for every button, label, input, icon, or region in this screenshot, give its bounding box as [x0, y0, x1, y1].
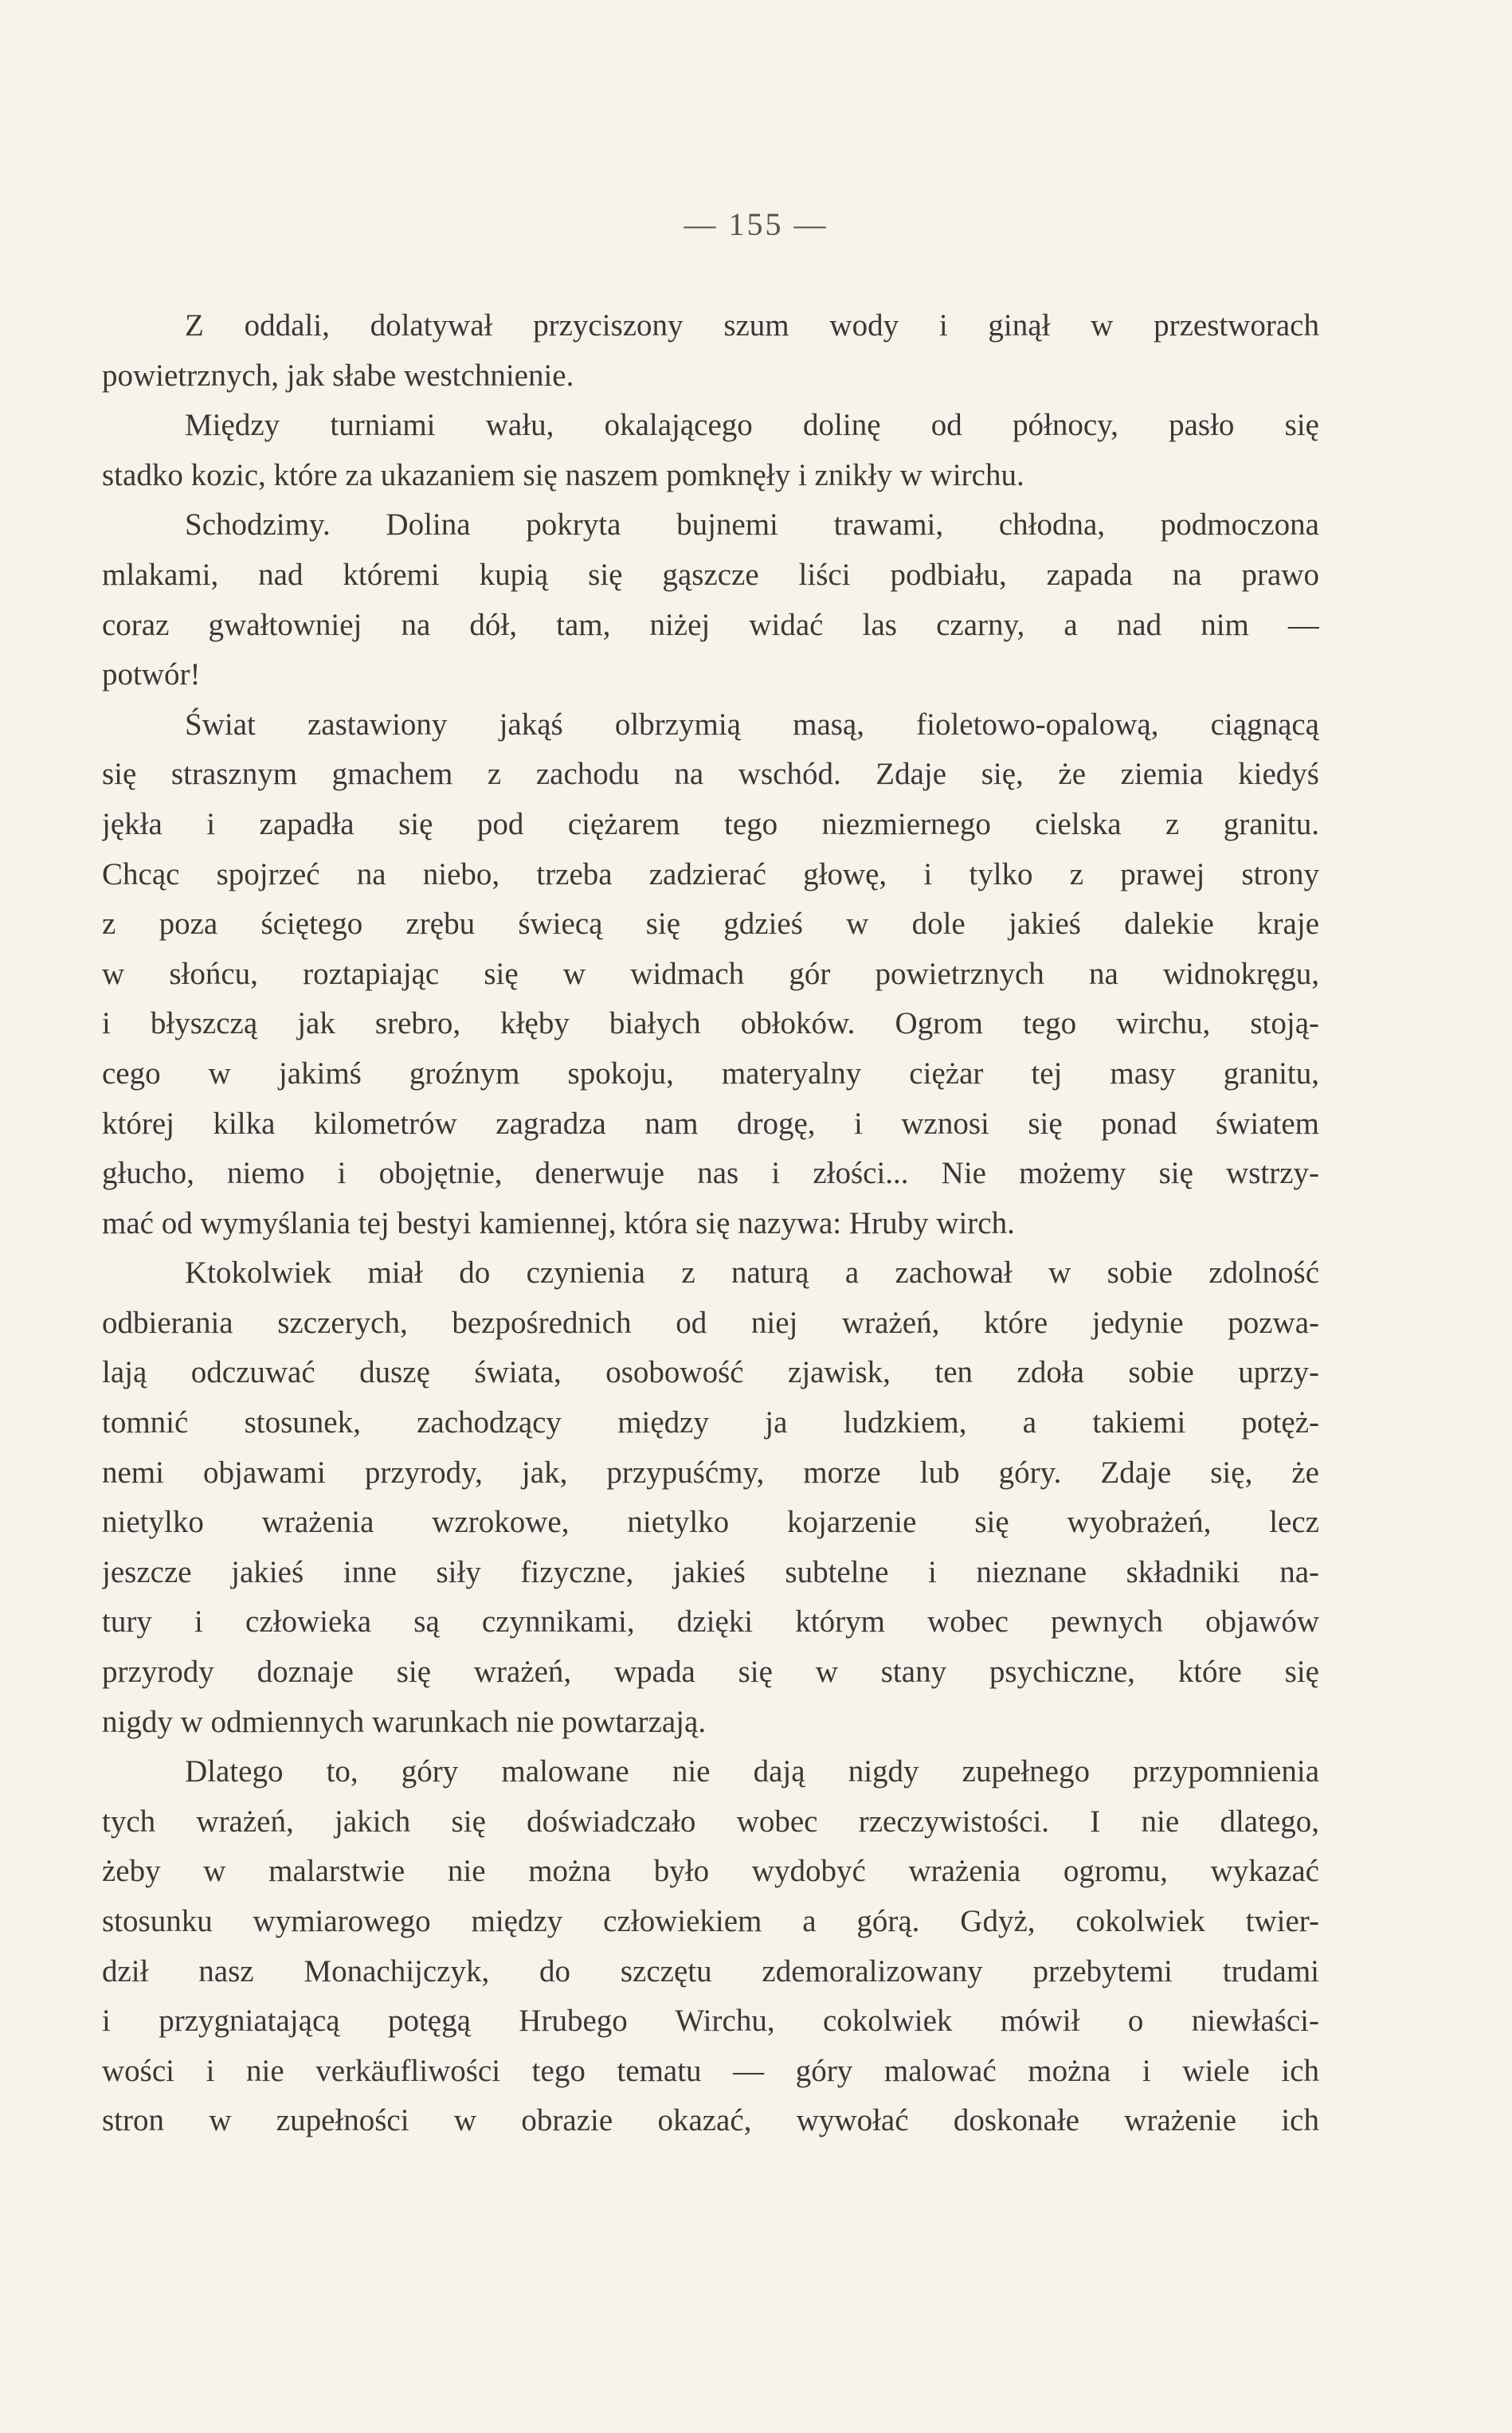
text-line: i błyszczą jak srebro, kłęby białych obłoków. Ogrom tego wirchu, stoją-	[102, 1006, 1319, 1041]
text-line: Ktokolwiek miał do czynienia z naturą a zachował w sobie zdolność	[185, 1256, 1319, 1291]
text-line: dził nasz Monachijczyk, do szczętu zdemoralizowany przebytemi trudami	[102, 1953, 1319, 1988]
paragraph	[102, 1248, 1319, 1747]
text-line: mlakami, nad któremi kupią się gąszcze liści podbiału, zapada na prawo	[102, 557, 1319, 592]
text-line: której kilka kilometrów zagradza nam drogę, i wznosi się ponad światem	[102, 1106, 1319, 1141]
text-line: powietrznych, jak słabe westchnienie.	[102, 358, 574, 393]
text-line: nemi objawami przyrody, jak, przypuśćmy, morze lub góry. Zdaje się, że	[102, 1455, 1319, 1490]
text-line: i przygniatającą potęgą Hrubego Wirchu, cokolwiek mówił o niewłaści-	[102, 2004, 1319, 2039]
paragraph	[102, 301, 1319, 401]
paragraph	[102, 401, 1319, 500]
text-line: stron w zupełności w obrazie okazać, wywołać doskonałe wrażenie ich	[102, 2103, 1319, 2138]
text-line: potwór!	[102, 657, 201, 692]
paragraph	[102, 700, 1319, 1249]
text-line: jękła i zapadła się pod ciężarem tego niezmiernego cielska z granitu.	[102, 806, 1319, 841]
text-line: mać od wymyślania tej bestyi kamiennej, która się nazywa: Hruby wirch.	[102, 1205, 1015, 1240]
text-line: stosunku wymiarowego między człowiekiem a górą. Gdyż, cokolwiek twier-	[102, 1904, 1319, 1938]
text-line: Świat zastawiony jakąś olbrzymią masą, fioletowo-opalową, ciągnącą	[185, 707, 1319, 742]
page-number: — 155 —	[684, 206, 828, 242]
paragraph	[102, 500, 1319, 699]
text-line: głucho, niemo i obojętnie, denerwuje nas i złości... Nie możemy się wstrzy-	[102, 1156, 1319, 1191]
text-line: jeszcze jakieś inne siły fizyczne, jakieś subtelne i nieznane składniki na-	[102, 1554, 1319, 1589]
text-line: stadko kozic, które za ukazaniem się naszem pomknęły i znikły w wirchu.	[102, 457, 1024, 492]
text-line: przyrody doznaje się wrażeń, wpada się w stany psychiczne, które się	[102, 1655, 1319, 1690]
text-line: coraz gwałtowniej na dół, tam, niżej widać las czarny, a nad nim —	[102, 607, 1319, 642]
text-line: odbierania szczerych, bezpośrednich od niej wrażeń, które jedynie pozwa-	[102, 1305, 1319, 1340]
text-line: Schodzimy. Dolina pokryta bujnemi trawami, chłodna, podmoczona	[185, 507, 1319, 543]
text-line: w słońcu, roztapiając się w widmach gór powietrznych na widnokręgu,	[102, 956, 1319, 991]
text-line: nietylko wrażenia wzrokowe, nietylko kojarzenie się wyobrażeń, lecz	[102, 1505, 1319, 1540]
body-text	[102, 301, 1319, 2146]
text-line: Chcąc spojrzeć na niebo, trzeba zadzierać głowę, i tylko z prawej strony	[102, 856, 1319, 891]
text-line: Z oddali, dolatywał przyciszony szum wody i ginął w przestworach	[185, 308, 1319, 343]
text-line: nigdy w odmiennych warunkach nie powtarzają.	[102, 1704, 707, 1739]
text-line: lają odczuwać duszę świata, osobowość zjawisk, ten zdoła sobie uprzy-	[102, 1355, 1319, 1390]
text-line: się strasznym gmachem z zachodu na wschód. Zdaje się, że ziemia kiedyś	[102, 757, 1319, 792]
text-line: wości i nie verkäufliwości tego tematu — góry malować można i wiele ich	[102, 2053, 1319, 2088]
text-line: cego w jakimś groźnym spokoju, materyalny ciężar tej masy granitu,	[102, 1056, 1319, 1091]
text-line: Dlatego to, góry malowane nie dają nigdy zupełnego przypomnienia	[185, 1754, 1319, 1789]
text-line: tomnić stosunek, zachodzący między ja ludzkiem, a takiemi potęż-	[102, 1405, 1319, 1440]
text-line: tury i człowieka są czynnikami, dzięki którym wobec pewnych objawów	[102, 1604, 1319, 1640]
text-line: tych wrażeń, jakich się doświadczało wobec rzeczywistości. I nie dlatego,	[102, 1804, 1319, 1839]
text-line: Między turniami wału, okalającego dolinę od północy, pasło się	[185, 408, 1319, 443]
text-line: z poza ściętego zrębu świecą się gdzieś w dole jakieś dalekie kraje	[102, 907, 1319, 942]
text-line: żeby w malarstwie nie można było wydobyć wrażenia ogromu, wykazać	[102, 1854, 1319, 1889]
paragraph	[102, 1747, 1319, 2146]
